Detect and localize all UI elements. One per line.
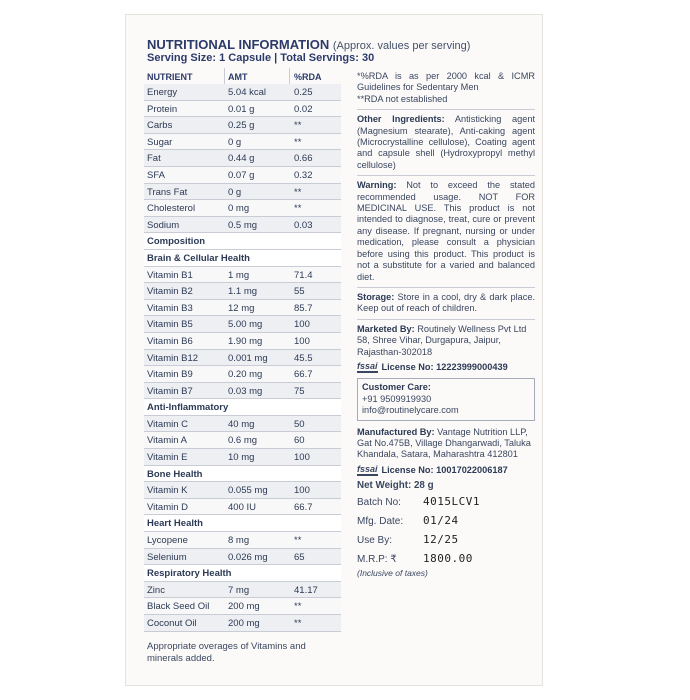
- nutrient-rda: 45.5: [294, 352, 313, 364]
- nutrient-name: Vitamin B7: [147, 385, 193, 397]
- nutrient-name: Lycopene: [147, 535, 188, 547]
- nutrient-rda: 100: [294, 485, 310, 497]
- nutrient-rda: 55: [294, 286, 305, 298]
- nutrient-name: Vitamin B2: [147, 286, 193, 298]
- nutrient-rda: 50: [294, 418, 305, 430]
- nutrient-amount: 40 mg: [228, 418, 255, 430]
- header-amount: AMT: [228, 72, 248, 82]
- table-row: [144, 532, 341, 549]
- table-section-header: [144, 399, 341, 416]
- table-row: [144, 217, 341, 234]
- table-row: [144, 167, 341, 184]
- nutrient-rda: 0.32: [294, 169, 313, 181]
- nutrient-amount: 0.01 g: [228, 103, 255, 115]
- warning: Warning: Not to exceed the stated recommended usage. NOT FOR MEDICINAL USE. This product is not intended to diagnose, treat, cure or prevent any disease. If pregnant, nursing or under medication, please consult a physician before using this product. This product is not a substitute for a varied and balanced diet.: [357, 180, 535, 282]
- nutrient-name: Bone Health: [147, 468, 203, 480]
- nutrient-name: Black Seed Oil: [147, 601, 210, 613]
- nutrient-amount: 1 mg: [228, 269, 250, 281]
- nutrient-amount: 0 mg: [228, 203, 250, 215]
- license-1: fssai License No: 12223999000439: [357, 361, 508, 372]
- table-row: [144, 482, 341, 499]
- table-row: [144, 432, 341, 449]
- nutrient-amount: 0.44 g: [228, 153, 255, 165]
- nutrient-name: Cholesterol: [147, 203, 196, 215]
- table-row: [144, 134, 341, 151]
- rda-note: *%RDA is as per 2000 kcal & ICMR Guidelines for Sedentary Men **RDA not established: [357, 71, 535, 104]
- nutrient-rda: **: [294, 136, 302, 148]
- customer-care-box: Customer Care: +91 9509919930 info@routinelycare.com: [357, 378, 535, 420]
- nutrient-rda: 66.7: [294, 501, 313, 513]
- care-phone: +91 9509919930: [362, 393, 432, 404]
- divider: [357, 109, 535, 110]
- nutrient-rda: 65: [294, 551, 305, 563]
- net-weight: Net Weight: 28 g: [357, 480, 434, 492]
- fssai-logo: fssai: [357, 361, 378, 372]
- nutrient-name: Vitamin B3: [147, 302, 193, 314]
- batch-row: Batch No: 4015LCV1: [357, 494, 480, 508]
- nutrient-amount: 0.026 mg: [228, 551, 268, 563]
- nutrient-name: Vitamin B9: [147, 369, 193, 381]
- nutrient-name: Vitamin C: [147, 418, 189, 430]
- nutrient-amount: 0 g: [228, 136, 242, 148]
- table-row: [144, 350, 341, 367]
- nutrient-rda: 0.03: [294, 219, 313, 231]
- table-row: [144, 549, 341, 566]
- title-text: NUTRITIONAL INFORMATION: [147, 37, 330, 52]
- serving-info: Serving Size: 1 Capsule | Total Servings: 30: [147, 52, 375, 64]
- nutrient-name: Protein: [147, 103, 178, 115]
- nutrient-amount: 0.25 g: [228, 120, 255, 132]
- table-row: [144, 84, 341, 101]
- nutrient-rda: **: [294, 618, 302, 629]
- nutrient-amount: 8 mg: [228, 535, 250, 547]
- divider: [357, 175, 535, 176]
- fssai-logo: fssai: [357, 463, 378, 474]
- marketed-by: Marketed By: Routinely Wellness Pvt Ltd 58, Shree Vihar, Durgapura, Jaipur, Rajasthan-302018: [357, 323, 527, 357]
- nutrient-name: Fat: [147, 153, 161, 165]
- nutrient-name: Zinc: [147, 584, 165, 596]
- table-section-header: [144, 466, 341, 483]
- nutrient-name: Vitamin B12: [147, 352, 199, 364]
- nutrient-name: Energy: [147, 87, 178, 98]
- nutrient-name: Brain & Cellular Health: [147, 252, 250, 264]
- nutrient-rda: **: [294, 535, 302, 547]
- nutrient-rda: 0.02: [294, 103, 313, 115]
- nutrient-rda: **: [294, 120, 302, 132]
- title-note: (Approx. values per serving): [332, 40, 471, 52]
- divider: [357, 319, 535, 320]
- nutrient-rda: 100: [294, 319, 310, 331]
- header-nutrient: NUTRIENT: [147, 72, 193, 82]
- nutrient-rda: 71.4: [294, 269, 313, 281]
- header-rda: %RDA: [294, 72, 322, 82]
- overage-footnote: Appropriate overages of Vitamins and minerals added.: [147, 641, 306, 664]
- table-row: [144, 615, 341, 632]
- mfg-row: Mfg. Date: 01/24: [357, 513, 459, 527]
- nutrient-amount: 10 mg: [228, 452, 255, 464]
- nutrient-rda: 0.66: [294, 153, 313, 165]
- nutrient-amount: 5.00 mg: [228, 319, 263, 331]
- nutrient-name: Respiratory Health: [147, 568, 232, 580]
- nutrient-rda: **: [294, 601, 302, 613]
- table-header: [144, 68, 341, 84]
- nutrient-name: Vitamin D: [147, 501, 189, 513]
- table-section-header: [144, 233, 341, 250]
- nutrient-name: Vitamin B5: [147, 319, 193, 331]
- nutrient-amount: 0.055 mg: [228, 485, 268, 497]
- nutrient-name: Anti-Inflammatory: [147, 402, 229, 414]
- nutrient-amount: 400 IU: [228, 501, 256, 513]
- nutrient-rda: 0.25: [294, 87, 313, 98]
- nutrient-name: Vitamin B1: [147, 269, 193, 281]
- nutrient-amount: 0.20 mg: [228, 369, 263, 381]
- nutrient-amount: 0.001 mg: [228, 352, 268, 364]
- nutrient-rda: 75: [294, 385, 305, 397]
- table-row: [144, 316, 341, 333]
- nutrient-name: Coconut Oil: [147, 618, 197, 629]
- nutrient-amount: 0 g: [228, 186, 242, 198]
- right-info-column: [357, 71, 535, 579]
- nutrition-table: [144, 68, 341, 632]
- nutrient-name: SFA: [147, 169, 165, 181]
- nutrient-amount: 0.5 mg: [228, 219, 258, 231]
- license-2: fssai License No: 10017022006187: [357, 463, 508, 475]
- table-row: [144, 582, 341, 599]
- nutrient-name: Sugar: [147, 136, 173, 148]
- care-email: info@routinelycare.com: [362, 405, 459, 416]
- nutrient-name: Heart Health: [147, 518, 203, 530]
- table-body: [144, 84, 341, 632]
- table-row: [144, 283, 341, 300]
- nutrient-name: Vitamin A: [147, 435, 187, 447]
- nutrient-name: Vitamin B6: [147, 335, 193, 347]
- nutrient-name: Trans Fat: [147, 186, 188, 198]
- table-row: [144, 416, 341, 433]
- nutrient-rda: **: [294, 203, 302, 215]
- nutrient-name: Selenium: [147, 551, 187, 563]
- label-card: [125, 14, 543, 686]
- table-row: [144, 383, 341, 400]
- nutrient-name: Carbs: [147, 120, 173, 132]
- nutrient-amount: 7 mg: [228, 584, 250, 596]
- mrp-row: M.R.P: ₹ 1800.00: [357, 551, 473, 565]
- nutrient-rda: 85.7: [294, 302, 313, 314]
- nutrient-amount: 1.1 mg: [228, 286, 258, 298]
- manufactured-by: Manufactured By: Vantage Nutrition LLP, Gat No.475B, Village Dhangarwadi, Taluka Khandala, Satara, Maharashtra 412801: [357, 426, 531, 460]
- nutrient-rda: 100: [294, 452, 310, 464]
- nutrient-rda: 60: [294, 435, 305, 447]
- nutrient-rda: 66.7: [294, 369, 313, 381]
- table-row: [144, 184, 341, 201]
- table-row: [144, 200, 341, 217]
- table-row: [144, 333, 341, 350]
- table-row: [144, 117, 341, 134]
- nutrient-name: Vitamin K: [147, 485, 188, 497]
- table-row: [144, 101, 341, 118]
- table-section-header: [144, 515, 341, 532]
- nutrient-amount: 200 mg: [228, 601, 260, 613]
- nutrition-title: [147, 37, 470, 52]
- table-row: [144, 150, 341, 167]
- nutrient-amount: 12 mg: [228, 302, 255, 314]
- storage: Storage: Store in a cool, dry & dark place. Keep out of reach of children.: [357, 291, 535, 314]
- table-row: [144, 449, 341, 466]
- nutrient-name: Sodium: [147, 219, 180, 231]
- table-row: [144, 598, 341, 615]
- mrp-note: (Inclusive of taxes): [357, 567, 428, 578]
- nutrient-name: Vitamin E: [147, 452, 188, 464]
- table-row: [144, 300, 341, 317]
- nutrient-amount: 0.07 g: [228, 169, 255, 181]
- nutrient-amount: 5.04 kcal: [228, 87, 267, 98]
- nutrient-name: Composition: [147, 236, 206, 248]
- nutrient-amount: 200 mg: [228, 618, 260, 629]
- table-row: [144, 267, 341, 284]
- ingredients: Other Ingredients: Antisticking agent (Magnesium stearate), Anti-caking agent (Microcrystalline cellulose), Coating agent and capsule shell (Hydroxypropyl methyl cellulose): [357, 114, 536, 170]
- nutrient-amount: 1.90 mg: [228, 335, 263, 347]
- nutrient-amount: 0.6 mg: [228, 435, 258, 447]
- table-row: [144, 366, 341, 383]
- nutrient-amount: 0.03 mg: [228, 385, 263, 397]
- table-section-header: [144, 565, 341, 582]
- nutrient-rda: 100: [294, 335, 310, 347]
- table-row: [144, 499, 341, 516]
- divider: [357, 287, 535, 288]
- use-by-row: Use By: 12/25: [357, 532, 459, 546]
- nutrient-rda: **: [294, 186, 302, 198]
- nutrient-rda: 41.17: [294, 584, 318, 596]
- table-section-header: [144, 250, 341, 267]
